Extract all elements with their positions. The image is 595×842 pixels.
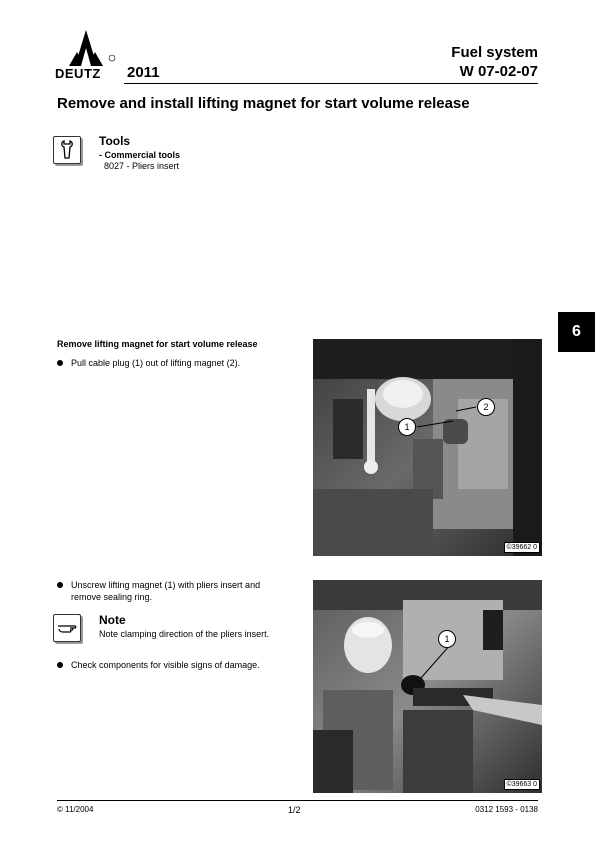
step-text: Pull cable plug (1) out of lifting magnet (2). (71, 358, 241, 368)
tools-subheading: - Commercial tools (99, 150, 181, 160)
callout-1: 1 (398, 418, 416, 436)
section-name: Fuel system (451, 44, 538, 61)
section-subheading: Remove lifting magnet for start volume release (57, 339, 258, 349)
footer-divider (57, 800, 538, 801)
document-code: W 07-02-07 (459, 63, 538, 80)
callout-2: 2 (477, 398, 495, 416)
wrench-icon (53, 136, 81, 164)
step-text: Check components for visible signs of damage. (71, 660, 260, 670)
engine-photo-1 (313, 339, 542, 556)
engine-model: 2011 (127, 64, 160, 81)
bullet-icon (57, 360, 63, 366)
figure-code: ©39662 0 (504, 542, 540, 553)
page-title: Remove and install lifting magnet for start volume release (57, 95, 470, 112)
list-item (57, 357, 292, 369)
brand-name: DEUTZ (55, 66, 101, 81)
bullet-icon (57, 582, 63, 588)
list-item (57, 579, 292, 603)
engine-photo-2 (313, 580, 542, 793)
figure-code: ©39663 0 (504, 779, 540, 790)
page-number: 1/2 (288, 805, 301, 815)
note-heading: Note (99, 613, 126, 627)
callout-1: 1 (438, 630, 456, 648)
footer-date: © 11/2004 (57, 805, 94, 814)
tools-heading: Tools (99, 134, 131, 148)
pointing-hand-icon (53, 614, 81, 642)
section-header (451, 43, 538, 81)
note-text: Note clamping direction of the pliers insert. (99, 629, 270, 639)
tools-item: 8027 - Pliers insert (104, 161, 180, 171)
chapter-tab: 6 (558, 312, 595, 352)
list-item (57, 659, 292, 671)
header-divider (124, 83, 538, 84)
document-number: 0312 1593 - 0138 (475, 805, 538, 814)
bullet-icon (57, 662, 63, 668)
step-text: Unscrew lifting magnet (1) with pliers insert and remove sealing ring. (71, 580, 261, 602)
